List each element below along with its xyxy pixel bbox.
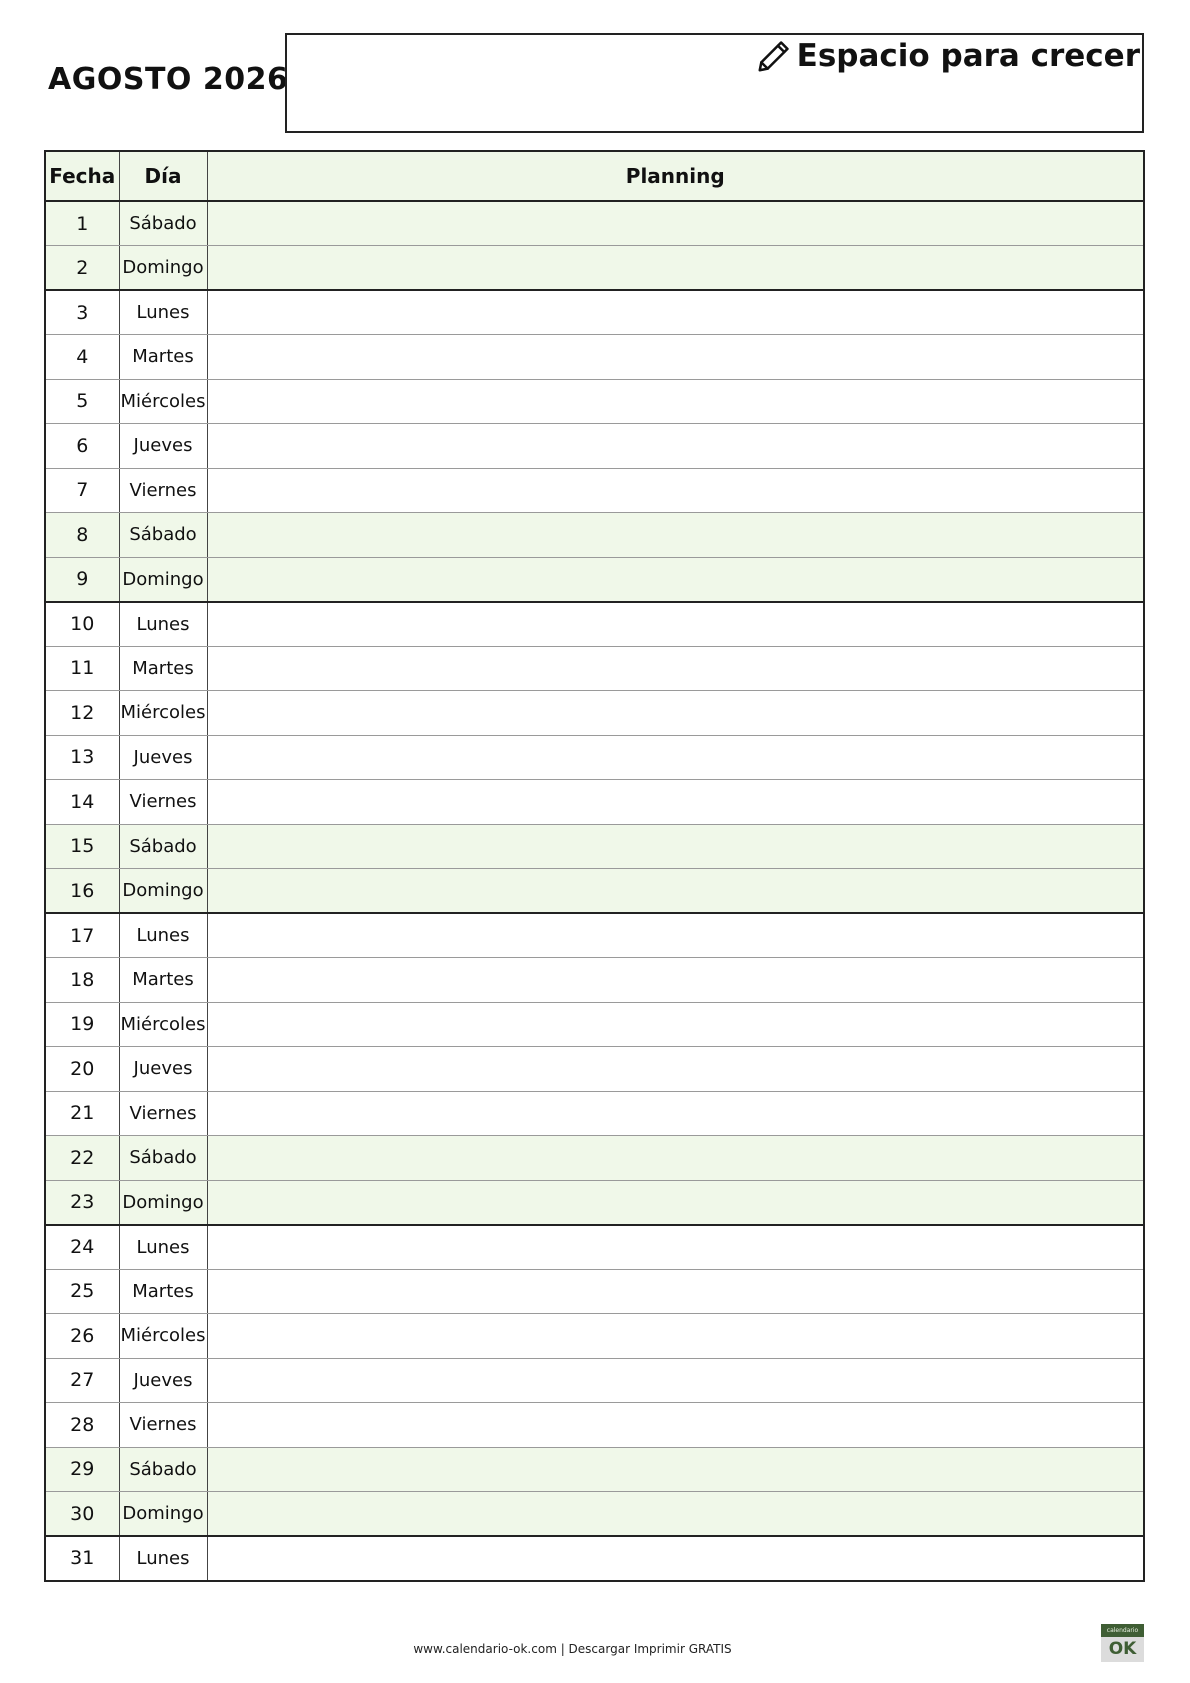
planning-cell[interactable] [207,290,1144,335]
day-cell: Lunes [119,602,207,647]
planning-cell[interactable] [207,824,1144,869]
planning-cell[interactable] [207,468,1144,513]
day-cell: Sábado [119,201,207,246]
date-cell: 27 [45,1358,119,1403]
table-row [45,379,1144,424]
date-cell: 26 [45,1314,119,1359]
day-cell: Lunes [119,913,207,958]
table-row [45,913,1144,958]
day-cell: Martes [119,958,207,1003]
table-row [45,869,1144,914]
table-row [45,468,1144,513]
date-cell: 14 [45,780,119,825]
page-title: AGOSTO 2026 [48,62,289,97]
planning-cell[interactable] [207,1136,1144,1181]
planning-cell[interactable] [207,1225,1144,1270]
planning-cell[interactable] [207,246,1144,291]
logo-top-text: calendario [1101,1624,1144,1637]
day-cell: Jueves [119,1047,207,1092]
date-cell: 3 [45,290,119,335]
date-cell: 20 [45,1047,119,1092]
table-row [45,1358,1144,1403]
table-header-row [45,151,1144,201]
table-row [45,691,1144,736]
table-row [45,1180,1144,1225]
planning-cell[interactable] [207,557,1144,602]
date-cell: 31 [45,1536,119,1581]
date-cell: 15 [45,824,119,869]
day-cell: Sábado [119,513,207,558]
column-header-date: Fecha [45,151,119,201]
planning-cell[interactable] [207,1447,1144,1492]
notes-title [755,37,1140,75]
day-cell: Domingo [119,557,207,602]
day-cell: Sábado [119,1136,207,1181]
planning-cell[interactable] [207,513,1144,558]
planning-cell[interactable] [207,1180,1144,1225]
planning-cell[interactable] [207,1536,1144,1581]
date-cell: 23 [45,1180,119,1225]
table-row [45,1492,1144,1537]
date-cell: 18 [45,958,119,1003]
date-cell: 29 [45,1447,119,1492]
table-row [45,1536,1144,1581]
day-cell: Jueves [119,735,207,780]
planner-table [44,150,1145,1582]
day-cell: Domingo [119,246,207,291]
date-cell: 9 [45,557,119,602]
planning-cell[interactable] [207,1047,1144,1092]
planning-cell[interactable] [207,1091,1144,1136]
table-row [45,1091,1144,1136]
table-row [45,246,1144,291]
date-cell: 24 [45,1225,119,1270]
table-row [45,335,1144,380]
table-row [45,557,1144,602]
day-cell: Viernes [119,1403,207,1448]
day-cell: Viernes [119,1091,207,1136]
date-cell: 13 [45,735,119,780]
date-cell: 22 [45,1136,119,1181]
date-cell: 30 [45,1492,119,1537]
day-cell: Miércoles [119,379,207,424]
planning-cell[interactable] [207,602,1144,647]
table-row [45,1447,1144,1492]
planning-cell[interactable] [207,1358,1144,1403]
table-row [45,735,1144,780]
planning-cell[interactable] [207,869,1144,914]
day-cell: Martes [119,646,207,691]
date-cell: 16 [45,869,119,914]
table-row [45,513,1144,558]
date-cell: 8 [45,513,119,558]
date-cell: 10 [45,602,119,647]
planning-cell[interactable] [207,201,1144,246]
date-cell: 17 [45,913,119,958]
planning-cell[interactable] [207,1403,1144,1448]
date-cell: 5 [45,379,119,424]
day-cell: Martes [119,335,207,380]
table-row [45,958,1144,1003]
day-cell: Lunes [119,290,207,335]
date-cell: 7 [45,468,119,513]
planning-cell[interactable] [207,913,1144,958]
date-cell: 4 [45,335,119,380]
date-cell: 12 [45,691,119,736]
planning-cell[interactable] [207,1269,1144,1314]
planning-cell[interactable] [207,958,1144,1003]
day-cell: Miércoles [119,691,207,736]
column-header-day: Día [119,151,207,201]
date-cell: 6 [45,424,119,469]
pencil-icon [755,37,793,75]
table-row [45,1047,1144,1092]
day-cell: Lunes [119,1225,207,1270]
day-cell: Domingo [119,869,207,914]
column-header-planning: Planning [207,151,1144,201]
table-row [45,1225,1144,1270]
logo-bottom-text: OK [1108,1639,1137,1659]
planning-cell[interactable] [207,424,1144,469]
day-cell: Sábado [119,1447,207,1492]
table-row [45,1403,1144,1448]
planning-cell[interactable] [207,1002,1144,1047]
day-cell: Viernes [119,780,207,825]
date-cell: 25 [45,1269,119,1314]
table-row [45,602,1144,647]
planning-cell[interactable] [207,379,1144,424]
table-row [45,824,1144,869]
date-cell: 21 [45,1091,119,1136]
planning-cell[interactable] [207,691,1144,736]
planning-cell[interactable] [207,646,1144,691]
day-cell: Jueves [119,424,207,469]
planning-cell[interactable] [207,335,1144,380]
day-cell: Domingo [119,1180,207,1225]
date-cell: 19 [45,1002,119,1047]
date-cell: 11 [45,646,119,691]
table-row [45,424,1144,469]
footer-text: www.calendario-ok.com | Descargar Imprimir GRATIS [413,1642,732,1656]
day-cell: Miércoles [119,1314,207,1359]
planning-cell[interactable] [207,735,1144,780]
day-cell: Domingo [119,1492,207,1537]
date-cell: 1 [45,201,119,246]
table-row [45,1269,1144,1314]
planning-cell[interactable] [207,780,1144,825]
date-cell: 2 [45,246,119,291]
day-cell: Viernes [119,468,207,513]
day-cell: Martes [119,1269,207,1314]
table-row [45,1002,1144,1047]
planning-cell[interactable] [207,1314,1144,1359]
date-cell: 28 [45,1403,119,1448]
day-cell: Lunes [119,1536,207,1581]
calendario-ok-logo [1101,1624,1144,1662]
planning-cell[interactable] [207,1492,1144,1537]
notes-title-label: Espacio para crecer [796,38,1140,74]
planner-body [45,201,1144,1581]
table-row [45,646,1144,691]
day-cell: Jueves [119,1358,207,1403]
table-row [45,780,1144,825]
notes-box[interactable] [285,33,1144,133]
table-row [45,1314,1144,1359]
table-row [45,290,1144,335]
table-row [45,201,1144,246]
day-cell: Sábado [119,824,207,869]
table-row [45,1136,1144,1181]
day-cell: Miércoles [119,1002,207,1047]
